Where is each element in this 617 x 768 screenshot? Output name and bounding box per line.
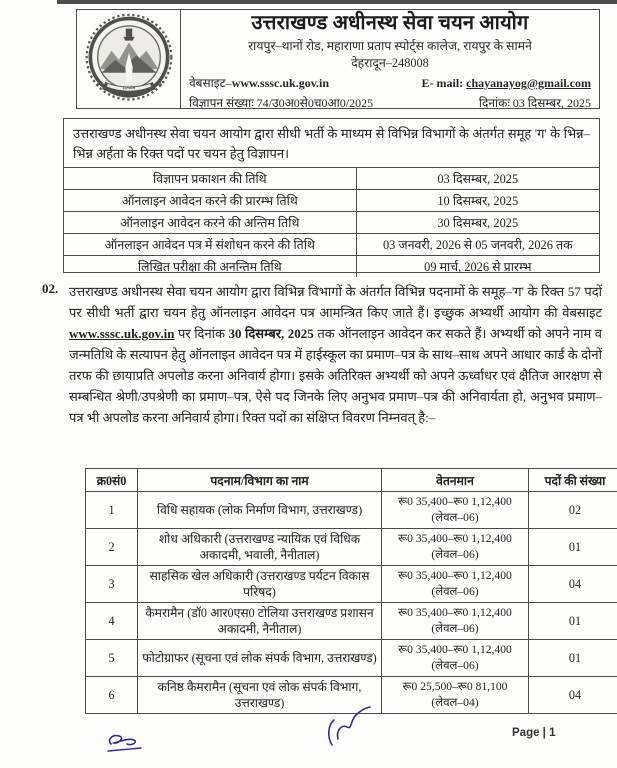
pay-amount: रू0 25,500–रू0 81,100 [402,680,508,694]
website-label: वेबसाइट– [189,76,232,90]
cell-post: कैमरामैन (डॉ0 आर0एस0 टोलिया उत्तराखण्ड प्रशासन अकादमी, नैनीताल) [138,603,382,640]
header-count: पदों की संख्या [529,469,617,492]
positions-table [85,468,617,714]
table-row [86,492,617,529]
cell-pay [382,492,529,529]
schedule-value: 03 दिसम्बर, 2025 [356,168,599,190]
pay-amount: रू0 35,400–रू0 1,12,400 [398,495,512,509]
pay-level: (लेवल–06) [431,511,479,524]
pay-level: (लेवल–06) [431,585,479,598]
signature-left-icon [103,731,159,761]
pay-amount: रू0 35,400–रू0 1,12,400 [398,569,512,583]
cell-post: विधि सहायक (लोक निर्माण विभाग, उत्तराखण्ड) [138,492,382,529]
schedule-table [64,167,599,277]
letterhead [76,9,600,109]
website-link[interactable]: www.sssc.uk.gov.in [231,76,330,90]
cell-post: कनिष्ठ कैमरामैन (सूचना एवं लोक संपर्क विभाग, उत्तराखण्ड) [138,677,382,714]
website [189,74,329,91]
letterhead-text [181,10,599,108]
cell-pay [382,603,529,640]
deadline-date: 30 दिसम्बर, 2025 [228,326,314,342]
schedule-row [64,234,599,256]
cell-count: 04 [529,566,617,603]
paragraph-number: 02. [42,281,59,296]
cell-sno: 3 [86,566,138,603]
email-label: E- mail: [421,76,464,90]
advertisement-number: विज्ञापन संख्याः 74/उ0अ0से0च0आ0/2025 [189,96,374,110]
schedule-row [64,190,599,212]
schedule-label: विज्ञापन प्रकाशन की तिथि [64,168,356,190]
header-pay: वेतनमान [382,469,529,492]
notice-intro: उत्तराखण्ड अधीनस्थ सेवा चयन आयोग द्वारा सीधी भर्ती के माध्यम से विभिन्न विभागों के अंतर्गत समूह 'ग' के भिन्न–भिन्न अर्हता के रिक्त पदों पर चयन हेतु विज्ञापन। [73,126,590,161]
cell-sno: 4 [86,603,138,640]
cell-post: साहसिक खेल अधिकारी (उत्तराखण्ड पर्यटन विकास परिषद) [138,566,382,603]
cell-post: फोटोग्राफर (सूचना एवं लोक संपर्क विभाग, उत्तराखण्ड) [138,640,382,677]
table-row [86,603,617,640]
cell-pay [382,677,529,714]
org-name: उत्तराखण्ड अधीनस्थ सेवा चयन आयोग [251,12,529,34]
contact-row [189,74,591,91]
schedule-value: 10 दिसम्बर, 2025 [356,190,599,212]
pay-amount: रू0 35,400–रू0 1,12,400 [398,606,512,620]
cell-count: 01 [529,603,617,640]
email-link[interactable]: chayanayog@gmail.com [466,76,591,90]
schedule-label: ऑनलाइन आवेदन पत्र में संशोधन करने की तिथि [64,234,356,256]
para-seg-3: तक ऑनलाइन आवेदन कर सकते हैं। अभ्यर्थी को अपने नाम व जन्मतिथि के सत्यापन हेतु ऑनलाइन आवेदन पत्र में हाईस्कूल का प्रमाण–पत्र के साथ–साथ अपने आधार कार्ड के दोनों तरफ की छायाप्रति अपलोड करना अनिवार्य होगा। इसके अतिरिक्त अभ्यर्थी को अपने ऊर्ध्वाधर एवं क्षैतिज आरक्षण से सम्बन्धित श्रेणी/उपश्रेणी का प्रमाण–पत्र, ऐसे पद जिनके लिए अनुभव प्रमाण–पत्र की अनिवार्यता हो, अनुभव प्रमाण–पत्र भी अपलोड करना अनिवार्य होगा। रिक्त पदों का संक्षिप्त विवरण निम्नवत् है:– [69,326,602,426]
address-line-1: रायपुर–थानों रोड, महाराणा प्रताप स्पोर्ट्स कालेज, रायपुर के सामने [248,39,532,53]
table-row [86,529,617,566]
schedule-row [64,256,599,278]
table-row [86,566,617,603]
schedule-label: ऑनलाइन आवेदन करने की अन्तिम तिथि [64,212,356,234]
cell-pay [382,529,529,566]
pay-amount: रू0 35,400–रू0 1,12,400 [398,643,512,657]
scan-edge-artifact [57,0,617,4]
pay-level: (लेवल–06) [431,548,479,561]
cell-sno: 1 [86,492,138,529]
table-row [86,640,617,677]
advertisement-date: दिनांकः 03 दिसम्बर, 2025 [478,96,591,110]
page-number: Page | 1 [512,727,556,739]
cell-pay [382,566,529,603]
schedule-label: लिखित परीक्षा की अनन्तिम तिथि [64,256,356,278]
cell-sno: 6 [86,677,138,714]
uttarakhand-emblem-icon [83,12,175,106]
advertisement-row [189,94,591,111]
website-link-inline[interactable]: www.sssc.uk.gov.in [69,326,175,342]
pay-level: (लेवल–04) [431,696,479,709]
cell-count: 01 [529,640,617,677]
cell-count: 02 [529,492,617,529]
cell-count: 01 [529,529,617,566]
schedule-value: 09 मार्च, 2026 से प्रारम्भ [356,256,599,278]
signature-center-icon [320,703,376,749]
para-seg-1: उत्तराखण्ड अधीनस्थ सेवा चयन आयोग द्वारा विभिन्न विभागों के अंतर्गत विभिन्न पदनामों के समूह–'ग' के रिक्त 57 पदों पर सीधी भर्ती द्वारा चयन हेतु ऑनलाइन आवेदन पत्र आमन्त्रित किए जाते हैं। इच्छुक अभ्यर्थी आयोग की वेबसाइट [69,284,602,321]
schedule-row [64,168,599,190]
cell-sno: 2 [86,529,138,566]
schedule-value: 03 जनवरी, 2026 से 05 जनवरी, 2026 तक [356,234,599,256]
header-sno: क्र0सं0 [86,469,138,492]
paragraph-text [69,281,602,428]
schedule-row [64,212,599,234]
positions-header-row [86,469,617,492]
email [422,76,592,91]
pay-level: (लेवल–06) [431,659,479,672]
header-post: पदनाम/विभाग का नाम [138,469,382,492]
paragraph-02 [42,281,602,428]
cell-post: शोध अधिकारी (उत्तराखण्ड न्यायिक एवं विधिक अकादमी, भवाली, नैनीताल) [138,529,382,566]
cell-count: 04 [529,677,617,714]
emblem-cell [77,10,181,108]
schedule-value: 30 दिसम्बर, 2025 [356,212,599,234]
para-seg-2: पर दिनांक [174,326,229,342]
address-line-2: देहरादून–248008 [351,56,429,70]
pay-amount: रू0 35,400–रू0 1,12,400 [398,532,512,546]
svg-text:सत्यमेव: सत्यमेव [122,85,135,91]
schedule-label: ऑनलाइन आवेदन करने की प्रारम्भ तिथि [64,190,356,212]
cell-sno: 5 [86,640,138,677]
cell-pay [382,640,529,677]
pay-level: (लेवल–06) [431,622,479,635]
notice-box [63,118,600,273]
